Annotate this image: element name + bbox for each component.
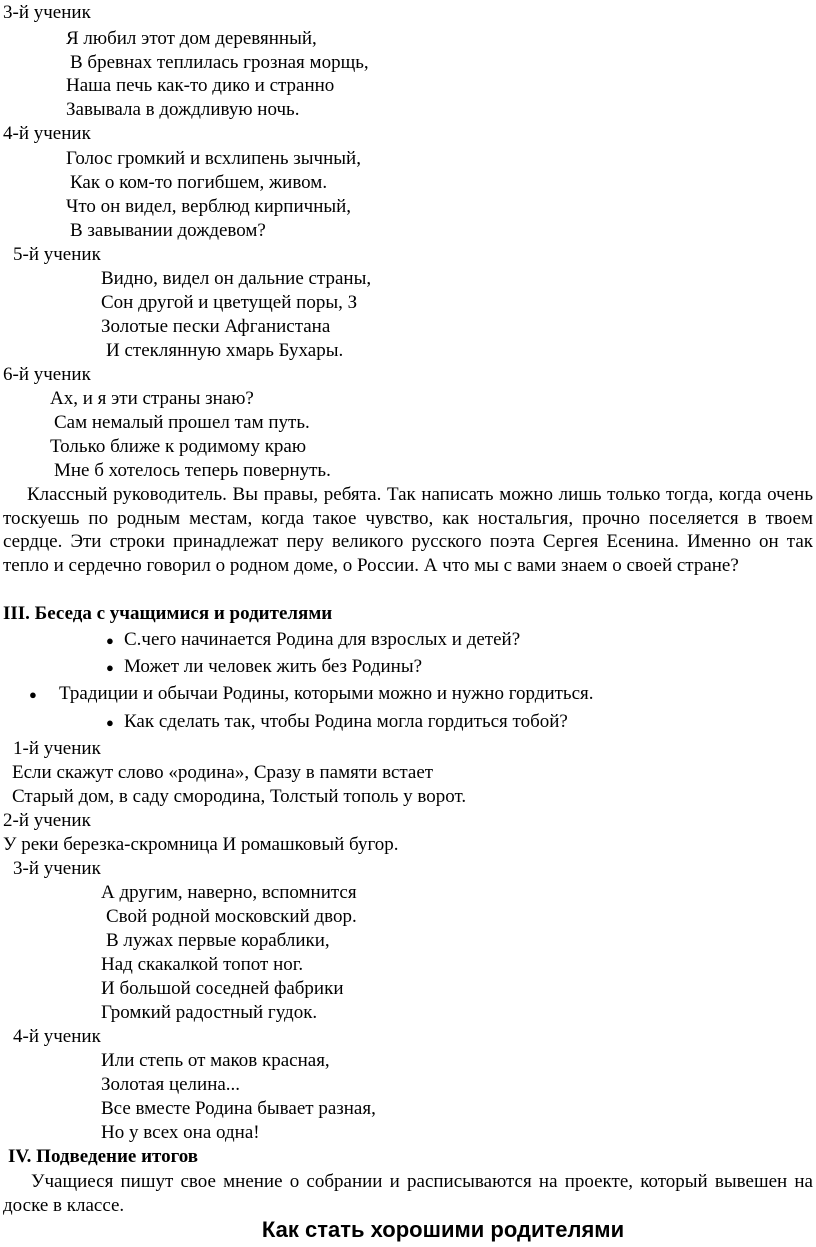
speaker-label: 2-й ученик (3, 810, 91, 831)
poem-line: Золотая целина... (101, 1074, 241, 1095)
list-item: С.чего начинается Родина для взрослых и детей? (124, 629, 521, 650)
poem-line: Громкий радостный гудок. (101, 1002, 318, 1023)
speaker-label: 3-й ученик (13, 858, 101, 879)
speaker-label: 4-й ученик (13, 1026, 101, 1047)
section-title: III. Беседа с учащимися и родителями (3, 603, 333, 624)
bullet-icon: ● (106, 633, 114, 648)
poem-line: Сон другой и цветущей поры, З (101, 292, 358, 313)
summary-paragraph: Учащиеся пишут свое мнение о собрании и расписываются на проекте, который вывешен на доске в классе. (3, 1171, 813, 1216)
poem-line: Голос громкий и всхлипень зычный, (66, 148, 361, 169)
bullet-icon: ● (29, 687, 37, 702)
poem-line: Как о ком-то погибшем, живом. (70, 172, 328, 193)
bullet-icon: ● (106, 660, 114, 675)
poem-line: Ах, и я эти страны знаю? (50, 388, 254, 409)
poem-line: Если скажут слово «родина», Сразу в памяти встает (12, 762, 434, 783)
poem-line: А другим, наверно, вспомнится (101, 882, 357, 903)
section-title: IV. Подведение итогов (8, 1146, 199, 1167)
list-item: Может ли человек жить без Родины? (124, 656, 423, 677)
poem-line: И большой соседней фабрики (101, 978, 344, 999)
speaker-label: 1-й ученик (13, 738, 101, 759)
teacher-paragraph: Классный руководитель. Вы правы, ребята. Так написать можно лишь только тогда, когда очень тоскуешь по родным местам, когда такое чувство, как ностальгия, прочно поселяется в твоем сердце. Эти строки принадлежат перу великого русского поэта Сергея Есенина. Именно он так тепло и сердечно говорил о родном доме, о России. А что мы с вами знаем о своей стране? (3, 484, 813, 576)
speaker-label: 3-й ученик (3, 2, 91, 23)
poem-line: Или степь от маков красная, (101, 1050, 330, 1071)
poem-line: У реки березка-скромница И ромашковый бугор. (3, 834, 399, 855)
poem-line: Я любил этот дом деревянный, (66, 28, 317, 49)
poem-line: Только ближе к родимому краю (50, 436, 307, 457)
poem-line: Но у всех она одна! (101, 1122, 260, 1143)
poem-line: Над скакалкой топот ног. (101, 954, 304, 975)
speaker-label: 4-й ученик (3, 123, 91, 144)
poem-line: В завывании дождевом? (70, 220, 266, 241)
poem-line: Сам немалый прошел там путь. (54, 412, 310, 433)
list-item: Традиции и обычаи Родины, которыми можно и нужно гордиться. (59, 683, 594, 704)
poem-line: В лужах первые кораблики, (106, 930, 330, 951)
poem-line: Золотые пески Афганистана (101, 316, 331, 337)
poem-line: Наша печь как-то дико и странно (66, 75, 335, 96)
poem-line: Старый дом, в саду смородина, Толстый тополь у ворот. (12, 786, 467, 807)
poem-line: Мне б хотелось теперь повернуть. (54, 460, 331, 481)
poem-line: Завывала в дождливую ночь. (66, 99, 300, 120)
poem-line: Видно, видел он дальние страны, (101, 268, 372, 289)
poem-line: Все вместе Родина бывает разная, (101, 1098, 376, 1119)
speaker-label: 5-й ученик (13, 244, 101, 265)
poem-line: И стеклянную хмарь Бухары. (106, 340, 344, 361)
poem-line: Свой родной московский двор. (106, 906, 357, 927)
speaker-label: 6-й ученик (3, 364, 91, 385)
page-heading: Как стать хорошими родителями (261, 1217, 625, 1242)
poem-line: В бревнах теплилась грозная морщь, (70, 52, 369, 73)
bullet-icon: ● (106, 715, 114, 730)
list-item: Как сделать так, чтобы Родина могла гордиться тобой? (124, 711, 568, 732)
poem-line: Что он видел, верблюд кирпичный, (66, 196, 352, 217)
